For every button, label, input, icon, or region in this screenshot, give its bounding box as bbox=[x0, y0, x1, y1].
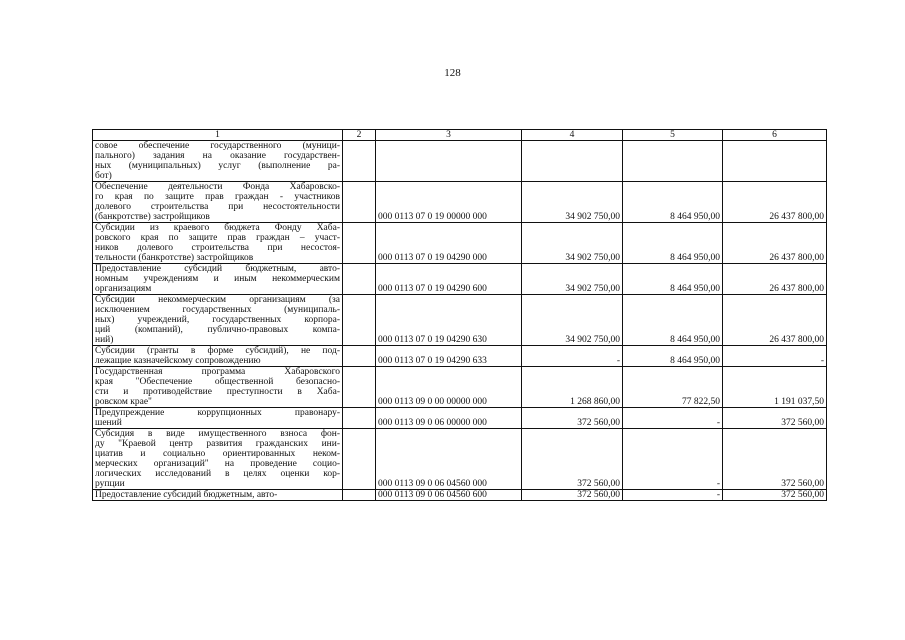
row-value-col-5: 8 464 950,00 bbox=[623, 223, 723, 264]
row-code: 000 0113 07 0 19 04290 600 bbox=[376, 264, 522, 295]
description-line: Субсидии (гранты в форме субсидий), не под- bbox=[95, 346, 340, 356]
header-col-1: 1 bbox=[93, 130, 343, 141]
row-col-2 bbox=[343, 408, 376, 429]
description-line: логических исследований в целях оценки кор- bbox=[95, 469, 340, 479]
description-line: Предоставление субсидий бюджетным, авто- bbox=[95, 264, 340, 274]
header-col-2: 2 bbox=[343, 130, 376, 141]
description-line: шений bbox=[95, 418, 122, 428]
description-line: ных (муниципальных) услуг (выполнение ра- bbox=[95, 161, 340, 171]
row-code: 000 0113 09 0 06 04560 000 bbox=[376, 429, 522, 490]
description-line: Предупреждение коррупционных правонару- bbox=[95, 408, 340, 418]
table-row bbox=[93, 429, 827, 490]
description-line: номным учреждениям и иным некоммерческим bbox=[95, 274, 340, 284]
row-col-2 bbox=[343, 429, 376, 490]
row-code: 000 0113 07 0 19 00000 000 bbox=[376, 182, 522, 223]
row-col-2 bbox=[343, 141, 376, 182]
description-line: Государственная программа Хабаровского bbox=[95, 367, 340, 377]
row-description bbox=[93, 408, 343, 429]
row-value-col-6: 372 560,00 bbox=[723, 490, 827, 501]
description-line: го края по защите прав граждан - участников bbox=[95, 192, 340, 202]
header-row bbox=[93, 130, 827, 141]
description-line: рупции bbox=[95, 479, 125, 489]
row-value-col-4: 372 560,00 bbox=[522, 490, 623, 501]
description-line: Субсидия в виде имущественного взноса фон- bbox=[95, 429, 340, 439]
description-line: ций (компаний), публично-правовых компа- bbox=[95, 325, 340, 335]
row-description bbox=[93, 264, 343, 295]
description-line: циатив и социально ориентированных неком- bbox=[95, 449, 340, 459]
description-line: организациям bbox=[95, 284, 152, 294]
description-line: совое обеспечение государственного (муници- bbox=[95, 141, 340, 151]
table-row bbox=[93, 408, 827, 429]
table-row bbox=[93, 223, 827, 264]
description-line: тельности (банкротстве) застройщиков bbox=[95, 253, 254, 263]
description-line: пального) задания на оказание государствен- bbox=[95, 151, 340, 161]
row-col-2 bbox=[343, 490, 376, 501]
table-row bbox=[93, 490, 827, 501]
row-value-col-6: - bbox=[723, 346, 827, 367]
row-description bbox=[93, 182, 343, 223]
row-value-col-5: - bbox=[623, 429, 723, 490]
row-description bbox=[93, 346, 343, 367]
row-value-col-4: 1 268 860,00 bbox=[522, 367, 623, 408]
row-value-col-5: - bbox=[623, 490, 723, 501]
row-description bbox=[93, 367, 343, 408]
description-line: ровском крае" bbox=[95, 397, 152, 407]
row-value-col-4: 372 560,00 bbox=[522, 408, 623, 429]
description-line: ду "Краевой центр развития гражданских ини- bbox=[95, 439, 340, 449]
row-value-col-4: 34 902 750,00 bbox=[522, 264, 623, 295]
row-value-col-5: - bbox=[623, 408, 723, 429]
row-value-col-4 bbox=[522, 141, 623, 182]
description-line: Субсидии некоммерческим организациям (за bbox=[95, 295, 340, 305]
row-value-col-5: 8 464 950,00 bbox=[623, 346, 723, 367]
row-value-col-4: 372 560,00 bbox=[522, 429, 623, 490]
row-code: 000 0113 09 0 06 00000 000 bbox=[376, 408, 522, 429]
row-value-col-6: 26 437 800,00 bbox=[723, 223, 827, 264]
row-value-col-6: 26 437 800,00 bbox=[723, 182, 827, 223]
row-value-col-4: 34 902 750,00 bbox=[522, 182, 623, 223]
row-description bbox=[93, 141, 343, 182]
row-code bbox=[376, 141, 522, 182]
row-value-col-6: 372 560,00 bbox=[723, 429, 827, 490]
row-value-col-5: 8 464 950,00 bbox=[623, 295, 723, 346]
row-col-2 bbox=[343, 223, 376, 264]
table-row bbox=[93, 295, 827, 346]
description-line: (банкротстве) застройщиков bbox=[95, 212, 210, 222]
description-line: долевого строительства при несостоятельности bbox=[95, 202, 340, 212]
row-value-col-5 bbox=[623, 141, 723, 182]
description-line: ных) учреждений, государственных корпора- bbox=[95, 315, 340, 325]
row-value-col-5: 8 464 950,00 bbox=[623, 264, 723, 295]
row-value-col-6 bbox=[723, 141, 827, 182]
row-col-2 bbox=[343, 346, 376, 367]
table-row bbox=[93, 182, 827, 223]
budget-table bbox=[92, 129, 827, 501]
row-value-col-6: 26 437 800,00 bbox=[723, 295, 827, 346]
table-row bbox=[93, 346, 827, 367]
row-col-2 bbox=[343, 182, 376, 223]
description-line: ровского края по защите прав граждан – участ- bbox=[95, 233, 340, 243]
description-line: исключением государственных (муниципаль- bbox=[95, 305, 340, 315]
description-line: края "Обеспечение общественной безопасно- bbox=[95, 377, 340, 387]
row-value-col-4: - bbox=[522, 346, 623, 367]
row-value-col-6: 26 437 800,00 bbox=[723, 264, 827, 295]
table-row bbox=[93, 367, 827, 408]
row-value-col-6: 372 560,00 bbox=[723, 408, 827, 429]
description-line: Предоставление субсидий бюджетным, авто- bbox=[95, 490, 278, 500]
row-description bbox=[93, 490, 343, 501]
header-col-4: 4 bbox=[522, 130, 623, 141]
row-col-2 bbox=[343, 264, 376, 295]
header-col-3: 3 bbox=[376, 130, 522, 141]
table-row bbox=[93, 141, 827, 182]
description-line: ний) bbox=[95, 335, 114, 345]
row-description bbox=[93, 429, 343, 490]
description-line: мерческих организаций" на проведение социо- bbox=[95, 459, 340, 469]
row-value-col-4: 34 902 750,00 bbox=[522, 223, 623, 264]
row-code: 000 0113 09 0 00 00000 000 bbox=[376, 367, 522, 408]
page-number: 128 bbox=[444, 67, 461, 79]
table-body bbox=[93, 141, 827, 501]
row-col-2 bbox=[343, 295, 376, 346]
row-value-col-4: 34 902 750,00 bbox=[522, 295, 623, 346]
row-value-col-5: 8 464 950,00 bbox=[623, 182, 723, 223]
header-col-6: 6 bbox=[723, 130, 827, 141]
row-description bbox=[93, 223, 343, 264]
row-code: 000 0113 07 0 19 04290 000 bbox=[376, 223, 522, 264]
row-code: 000 0113 09 0 06 04560 600 bbox=[376, 490, 522, 501]
description-line: Субсидии из краевого бюджета Фонду Хаба- bbox=[95, 223, 340, 233]
row-col-2 bbox=[343, 367, 376, 408]
description-line: лежащие казначейскому сопровождению bbox=[95, 356, 261, 366]
description-line: ников долевого строительства при несостоя- bbox=[95, 243, 340, 253]
row-value-col-5: 77 822,50 bbox=[623, 367, 723, 408]
row-description bbox=[93, 295, 343, 346]
header-col-5: 5 bbox=[623, 130, 723, 141]
description-line: сти и противодействие преступности в Хаба- bbox=[95, 387, 340, 397]
description-line: Обеспечение деятельности Фонда Хабаровско- bbox=[95, 182, 340, 192]
description-line: бот) bbox=[95, 171, 112, 181]
table-row bbox=[93, 264, 827, 295]
row-code: 000 0113 07 0 19 04290 633 bbox=[376, 346, 522, 367]
row-code: 000 0113 07 0 19 04290 630 bbox=[376, 295, 522, 346]
row-value-col-6: 1 191 037,50 bbox=[723, 367, 827, 408]
